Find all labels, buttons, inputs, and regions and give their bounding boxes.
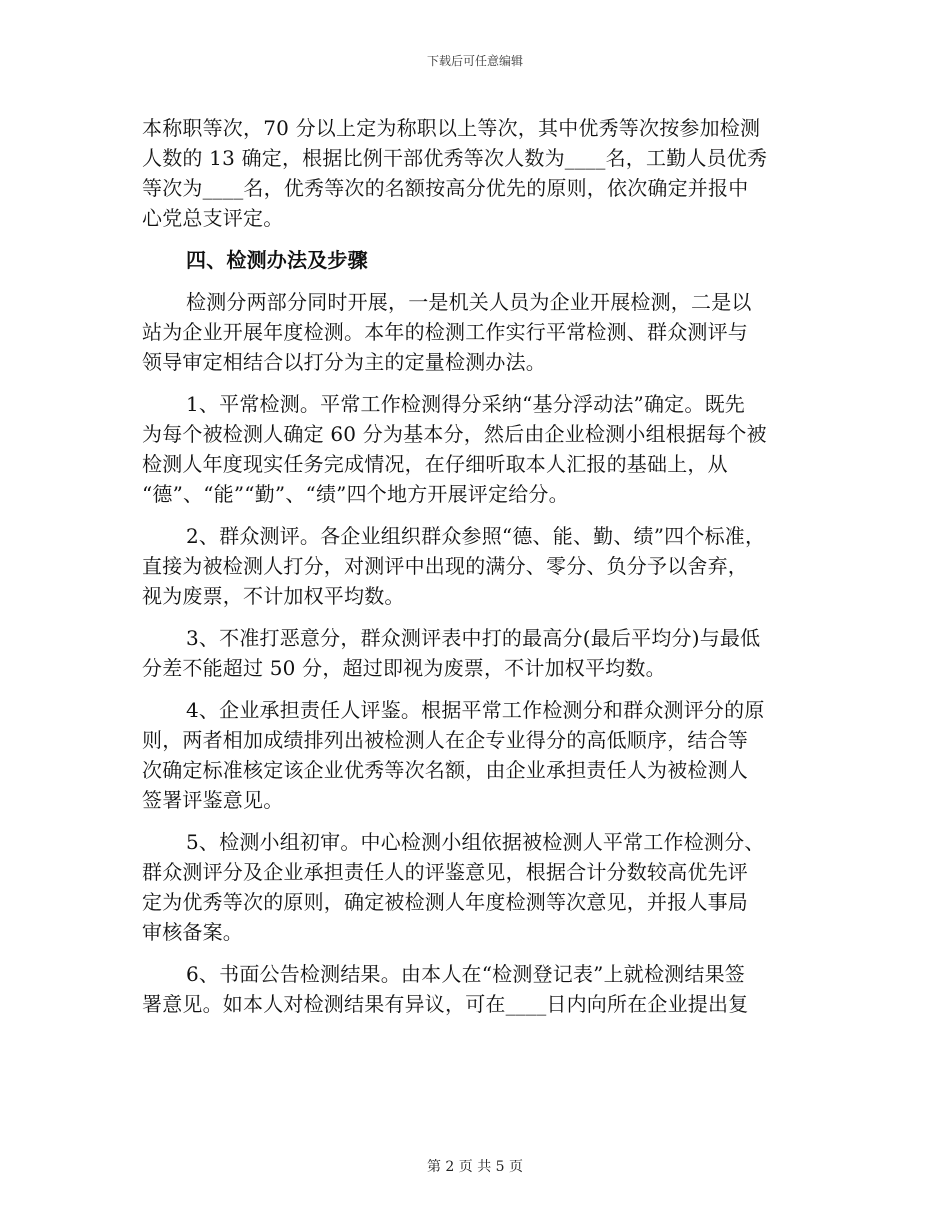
text-line: 审核备案。 (142, 920, 243, 944)
text-line: 签署评鉴意见。 (142, 788, 284, 812)
text-line: 定为优秀等次的原则，确定被检测人年度检测等次意见，并报人事局 (142, 890, 748, 914)
text-line: 为每个被检测人确定 60 分为基本分，然后由企业检测小组根据每个被 (142, 422, 767, 446)
text-line: 检测人年度现实任务完成情况，在仔细听取本人汇报的基础上，从 (142, 452, 728, 476)
section-heading: 四、检测办法及步骤 (186, 248, 368, 272)
text-line: “德”、“能”“勤”、“绩”四个地方开展评定给分。 (142, 482, 569, 506)
page-header: 下载后可任意编辑 (426, 54, 523, 68)
document-body (142, 113, 814, 1019)
text-line: 领导审定相结合以打分为主的定量检测办法。 (142, 350, 546, 374)
text-line: 心党总支评定。 (142, 206, 284, 230)
text-line: 人数的 13 确定，根据比例干部优秀等次人数为____名，工勤人员优秀 (142, 146, 768, 170)
text-line: 6、书面公告检测结果。由本人在“检测登记表”上就检测结果签 (186, 962, 745, 986)
text-line: 本称职等次，70 分以上定为称职以上等次，其中优秀等次按参加检测 (142, 116, 761, 140)
text-line: 2、群众测评。各企业组织群众参照“德、能、勤、绩”四个标准， (186, 524, 766, 548)
text-line: 直接为被检测人打分，对测评中出现的满分、零分、负分予以舍弃， (142, 554, 748, 578)
text-line: 站为企业开展年度检测。本年的检测工作实行平常检测、群众测评与 (142, 320, 748, 344)
text-line: 检测分两部分同时开展，一是机关人员为企业开展检测，二是以 (186, 290, 752, 314)
text-line: 分差不能超过 50 分，超过即视为废票，不计加权平均数。 (142, 656, 666, 680)
text-line: 群众测评分及企业承担责任人的评鉴意见，根据合计分数较高优先评 (142, 860, 748, 884)
text-line: 3、不准打恶意分，群众测评表中打的最高分(最后平均分)与最低 (186, 626, 761, 650)
text-line: 次确定标准核定该企业优秀等次名额，由企业承担责任人为被检测人 (142, 758, 748, 782)
page-number: 第 2 页 共 5 页 (426, 1159, 524, 1175)
text-line: 5、检测小组初审。中心检测小组依据被检测人平常工作检测分、 (186, 830, 765, 854)
text-line: 1、平常检测。平常工作检测得分采纳“基分浮动法”确定。既先 (186, 392, 745, 416)
text-line: 等次为____名，优秀等次的名额按高分优先的原则，依次确定并报中 (142, 176, 749, 200)
text-line: 4、企业承担责任人评鉴。根据平常工作检测分和群众测评分的原 (186, 698, 765, 722)
text-line: 署意见。如本人对检测结果有异议，可在____日内向所在企业提出复 (142, 992, 749, 1016)
text-line: 则，两者相加成绩排列出被检测人在企专业得分的高低顺序，结合等 (142, 728, 748, 752)
text-line: 视为废票，不计加权平均数。 (142, 584, 405, 608)
